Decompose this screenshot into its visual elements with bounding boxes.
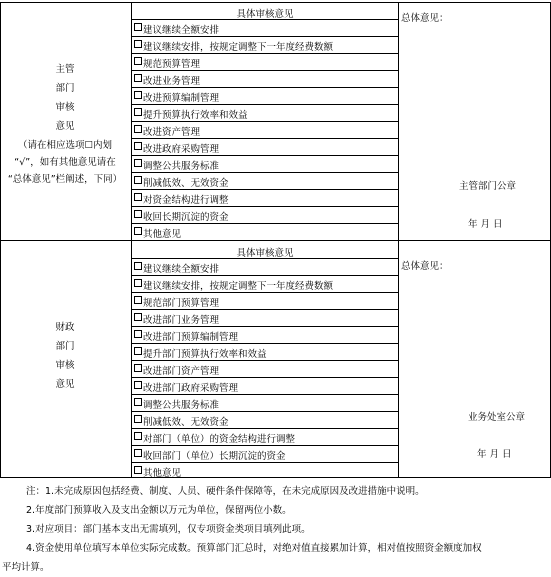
- checklist-item: [132, 70, 398, 87]
- section1-title-line: 主管: [55, 64, 75, 75]
- checklist-item: [132, 155, 398, 172]
- section1-title-line: 部门: [55, 83, 75, 94]
- checklist-item: [132, 87, 398, 104]
- checklist-item: [132, 394, 398, 411]
- section2-date: 年 月 日: [477, 449, 512, 460]
- checklist-item-label: 改进预算编制管理: [143, 93, 220, 104]
- section2-title-line: 审核: [55, 360, 75, 371]
- checklist-item: [132, 428, 398, 445]
- checkbox[interactable]: [134, 91, 142, 99]
- col-divider-2: [398, 2, 399, 477]
- checklist-item: [132, 104, 398, 121]
- section1-seal: 主管部门公章: [459, 181, 517, 192]
- checklist-item-label: 对资金结构进行调整: [143, 195, 229, 206]
- section2-seal: 业务处室公章: [468, 412, 526, 423]
- checkbox[interactable]: [134, 262, 142, 270]
- checklist-item-label: 调整公共服务标准: [143, 400, 220, 411]
- section2-title-line: 意见: [55, 379, 75, 390]
- instruction-line: “总体意见”栏阐述，下同）: [7, 174, 123, 185]
- checkbox[interactable]: [134, 398, 142, 406]
- checkbox[interactable]: [134, 210, 142, 218]
- checklist-item: [132, 19, 398, 36]
- checklist-item-label: 提升部门预算执行效率和效益: [143, 349, 267, 360]
- checklist-item-label: 建议继续安排，按规定调整下一年度经费数额: [143, 281, 334, 292]
- checkbox[interactable]: [134, 313, 142, 321]
- section1-title-line: 审核: [55, 102, 75, 113]
- section2-title-line: 部门: [55, 341, 75, 352]
- section2-title: [0, 318, 130, 394]
- checklist-item-label: 改进政府采购管理: [143, 144, 220, 155]
- checklist-item: [132, 258, 398, 275]
- checkbox[interactable]: [134, 381, 142, 389]
- checklist-item: [132, 309, 398, 326]
- checkbox[interactable]: [134, 193, 142, 201]
- checklist-item-label: 对部门（单位）的资金结构进行调整: [143, 434, 296, 445]
- checklist-item-label: 其他意见: [143, 229, 182, 240]
- checklist-item-label: 改进业务管理: [143, 76, 201, 87]
- checklist-item: [132, 36, 398, 53]
- section1-title-line: 意见: [55, 121, 75, 132]
- checklist-item: [132, 445, 398, 462]
- section2-header: 具体审核意见: [236, 248, 294, 259]
- footnote: 2.年度部门预算收入及支出金额以万元为单位，保留两位小数。: [26, 505, 292, 516]
- checklist-item: [132, 121, 398, 138]
- checkbox[interactable]: [134, 415, 142, 423]
- section1-header: 具体审核意见: [236, 9, 294, 20]
- checklist-item-label: 建议继续全额安排: [143, 264, 220, 275]
- checkbox[interactable]: [134, 142, 142, 150]
- checklist-item-label: 调整公共服务标准: [143, 161, 220, 172]
- checklist-item-label: 提升预算执行效率和效益: [143, 110, 248, 121]
- checklist-item: [132, 360, 398, 377]
- checklist-item: [132, 326, 398, 343]
- checklist-item: [132, 189, 398, 206]
- checkbox[interactable]: [134, 296, 142, 304]
- checkbox[interactable]: [134, 279, 142, 287]
- checklist-item-label: 削减低效、无效资金: [143, 178, 229, 189]
- checkbox[interactable]: [134, 125, 142, 133]
- checkbox[interactable]: [134, 466, 142, 474]
- checkbox[interactable]: [134, 227, 142, 235]
- checklist-item-label: 建议继续全额安排: [143, 25, 220, 36]
- checklist-item: [132, 223, 398, 240]
- section-divider: [0, 240, 551, 241]
- checklist-item: [132, 275, 398, 292]
- footnote: 注：1.未完成原因包括经费、制度、人员、硬件条件保障等，在未完成原因及改进措施中说明。: [26, 486, 425, 497]
- checklist-item: [132, 292, 398, 309]
- checklist-item-label: 改进资产管理: [143, 127, 201, 138]
- checkbox[interactable]: [134, 432, 142, 440]
- footnote: 平均计算。: [2, 562, 50, 573]
- checklist-item: [132, 206, 398, 223]
- checklist-item: [132, 53, 398, 70]
- checklist-item: [132, 462, 398, 479]
- footnote: 4.资金使用单位填写本单位实际完成数。预算部门汇总时，对绝对值直接累加计算，相对值按照资金额度加权: [26, 543, 482, 554]
- checkbox[interactable]: [134, 449, 142, 457]
- checkbox[interactable]: [134, 74, 142, 82]
- checklist-item-label: 改进部门资产管理: [143, 366, 220, 377]
- checklist-item-label: 收回长期沉淀的资金: [143, 212, 229, 223]
- checklist-item: [132, 411, 398, 428]
- footnotes: [0, 482, 551, 577]
- checkbox[interactable]: [134, 364, 142, 372]
- section1-date: 年 月 日: [468, 219, 503, 230]
- checkbox[interactable]: [134, 40, 142, 48]
- table-border-top: [0, 2, 551, 3]
- checklist-item-label: 收回部门（单位）长期沉淀的资金: [143, 451, 286, 462]
- checklist-item-label: 规范预算管理: [143, 59, 201, 70]
- instruction-line: “√”，如有其他意见请在: [14, 157, 116, 168]
- checkbox[interactable]: [134, 330, 142, 338]
- checkbox[interactable]: [134, 159, 142, 167]
- checkbox[interactable]: [134, 176, 142, 184]
- checklist-item: [132, 138, 398, 155]
- checklist-item-label: 其他意见: [143, 468, 182, 479]
- checkbox[interactable]: [134, 57, 142, 65]
- checklist-item-label: 改进部门业务管理: [143, 315, 220, 326]
- checklist-item-label: 改进部门政府采购管理: [143, 383, 239, 394]
- section1-title: [0, 60, 130, 136]
- checklist-item-label: 削减低效、无效资金: [143, 417, 229, 428]
- checklist-item: [132, 377, 398, 394]
- footnote: 3.对应项目：部门基本支出无需填列，仅专项资金类项目填列此项。: [26, 524, 311, 535]
- section2-title-line: 财政: [55, 322, 75, 333]
- instruction-line: （请在相应选项☐内划: [17, 140, 113, 151]
- checklist-item: [132, 172, 398, 189]
- section1-instruction: [0, 137, 130, 188]
- section2-overall-label: 总体意见：: [401, 261, 449, 272]
- checklist-item-label: 建议继续安排，按规定调整下一年度经费数额: [143, 42, 334, 53]
- checklist-item-label: 规范部门预算管理: [143, 298, 220, 309]
- checklist-item-label: 改进部门预算编制管理: [143, 332, 239, 343]
- checkbox[interactable]: [134, 347, 142, 355]
- section1-overall-label: 总体意见：: [401, 13, 449, 24]
- checklist-item: [132, 343, 398, 360]
- checkbox[interactable]: [134, 108, 142, 116]
- checkbox[interactable]: [134, 23, 142, 31]
